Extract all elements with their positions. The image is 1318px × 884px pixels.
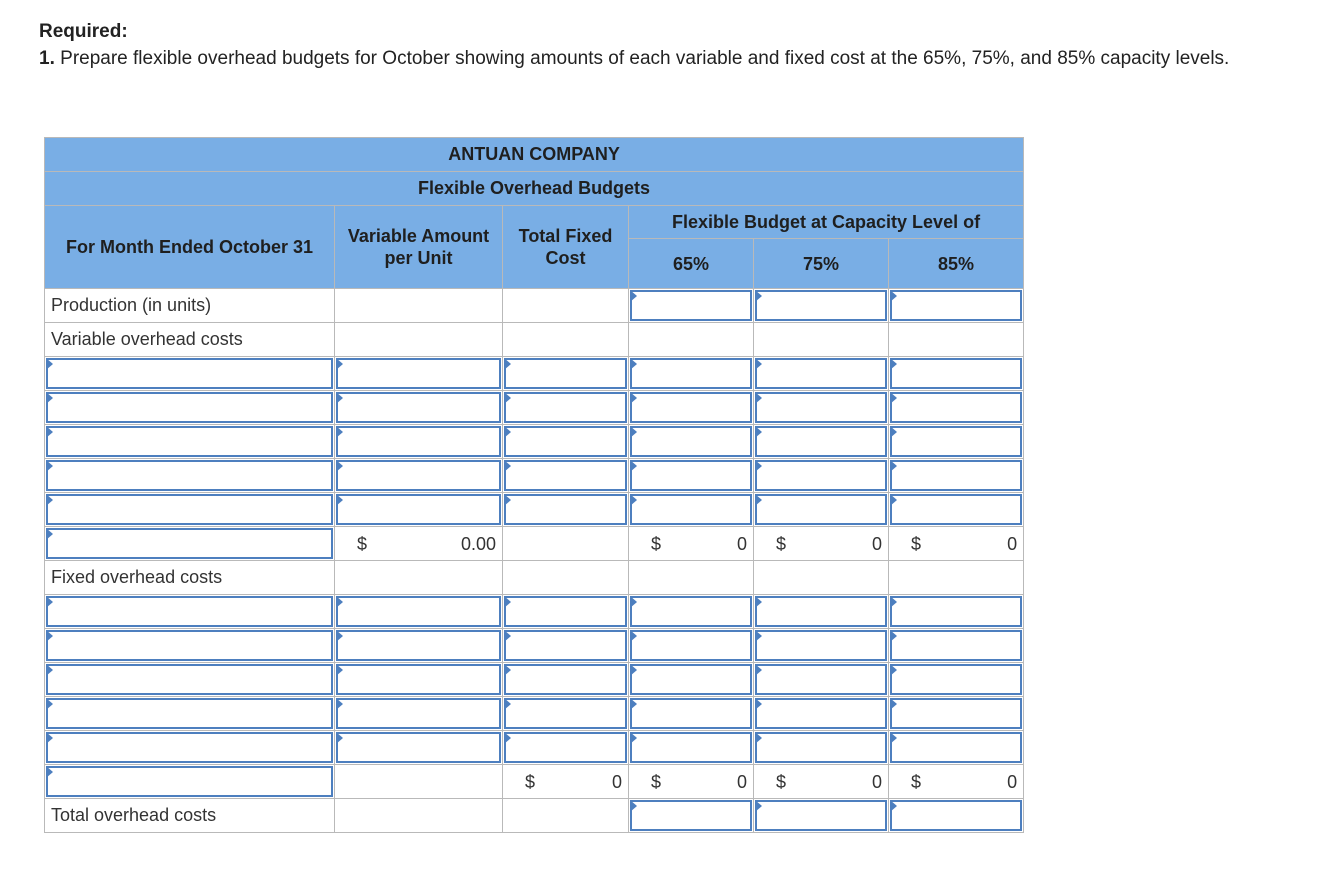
- empty-cell: [503, 561, 629, 595]
- required-heading: Required:: [39, 21, 128, 42]
- variable-cost-row: [45, 425, 1024, 459]
- capacity-65-header: 65%: [629, 239, 754, 289]
- fixed-cost-name-input[interactable]: [45, 629, 335, 663]
- variable-65-input[interactable]: [629, 357, 754, 391]
- variable-cost-row: [45, 459, 1024, 493]
- empty-cell: [889, 561, 1024, 595]
- variable-overhead-label: Variable overhead costs: [45, 323, 335, 357]
- step-number: 1.: [39, 48, 55, 69]
- total-overhead-label: Total overhead costs: [45, 799, 335, 833]
- variable-75-input[interactable]: [754, 391, 889, 425]
- fixed-65-input[interactable]: [629, 731, 754, 765]
- company-name: ANTUAN COMPANY: [45, 138, 1024, 172]
- fixed-85-input[interactable]: [889, 663, 1024, 697]
- variable-total-label-input[interactable]: [45, 527, 335, 561]
- empty-cell: [754, 323, 889, 357]
- fixed-total-input[interactable]: [503, 731, 629, 765]
- currency-symbol: $: [776, 772, 787, 792]
- fixed-per-unit-input[interactable]: [335, 697, 503, 731]
- fixed-total-row: [45, 765, 1024, 799]
- variable-65-input[interactable]: [629, 425, 754, 459]
- month-label: For Month Ended October 31: [45, 206, 335, 289]
- variable-per-unit-input[interactable]: [335, 425, 503, 459]
- currency-symbol: $: [525, 772, 536, 792]
- fixed-overhead-label: Fixed overhead costs: [45, 561, 335, 595]
- variable-cost-name-input[interactable]: [45, 357, 335, 391]
- total-value: 0: [736, 772, 747, 792]
- currency-symbol: $: [651, 772, 662, 792]
- variable-cost-row: [45, 391, 1024, 425]
- fixed-75-input[interactable]: [754, 697, 889, 731]
- total-value: 0: [1007, 534, 1018, 554]
- total-value: 0: [611, 772, 622, 792]
- variable-75-input[interactable]: [754, 425, 889, 459]
- empty-cell: [629, 323, 754, 357]
- empty-cell: [503, 323, 629, 357]
- fixed-total-input[interactable]: [503, 595, 629, 629]
- variable-fixed-input[interactable]: [503, 357, 629, 391]
- empty-cell: [754, 561, 889, 595]
- total-fixed-header: Total Fixed Cost: [503, 206, 629, 289]
- variable-per-unit-input[interactable]: [335, 357, 503, 391]
- variable-per-unit-input[interactable]: [335, 459, 503, 493]
- fixed-75-input[interactable]: [754, 663, 889, 697]
- variable-cost-row: [45, 493, 1024, 527]
- fixed-total-input[interactable]: [503, 629, 629, 663]
- fixed-total-input[interactable]: [503, 697, 629, 731]
- fixed-per-unit-input[interactable]: [335, 663, 503, 697]
- empty-cell: [335, 561, 503, 595]
- variable-65-input[interactable]: [629, 459, 754, 493]
- variable-fixed-input[interactable]: [503, 493, 629, 527]
- variable-85-input[interactable]: [889, 357, 1024, 391]
- variable-85-total: [889, 527, 1024, 561]
- fixed-cost-row: [45, 663, 1024, 697]
- variable-fixed-input[interactable]: [503, 425, 629, 459]
- variable-fixed-input[interactable]: [503, 391, 629, 425]
- fixed-75-total: [754, 765, 889, 799]
- empty-cell: [889, 323, 1024, 357]
- total-overhead-row: [45, 799, 1024, 833]
- variable-85-input[interactable]: [889, 391, 1024, 425]
- variable-overhead-heading-row: [45, 323, 1024, 357]
- fixed-cost-row: [45, 595, 1024, 629]
- fixed-per-unit-input[interactable]: [335, 595, 503, 629]
- variable-75-input[interactable]: [754, 357, 889, 391]
- variable-65-input[interactable]: [629, 391, 754, 425]
- empty-cell: [503, 289, 629, 323]
- fixed-cost-row: [45, 697, 1024, 731]
- empty-cell: [629, 561, 754, 595]
- total-65-input[interactable]: [629, 799, 754, 833]
- total-value: 0: [736, 534, 747, 554]
- total-value: 0: [1007, 772, 1018, 792]
- production-75-input[interactable]: [754, 289, 889, 323]
- fixed-overhead-heading-row: [45, 561, 1024, 595]
- fixed-85-input[interactable]: [889, 629, 1024, 663]
- variable-85-input[interactable]: [889, 459, 1024, 493]
- fixed-85-total: [889, 765, 1024, 799]
- fixed-65-input[interactable]: [629, 663, 754, 697]
- total-value: 0: [871, 772, 882, 792]
- empty-cell: [335, 289, 503, 323]
- currency-symbol: $: [911, 534, 922, 554]
- variable-85-input[interactable]: [889, 493, 1024, 527]
- fixed-cost-total: [503, 765, 629, 799]
- total-75-input[interactable]: [754, 799, 889, 833]
- production-65-input[interactable]: [629, 289, 754, 323]
- currency-symbol: $: [651, 534, 662, 554]
- variable-per-unit-total: [335, 527, 503, 561]
- fixed-65-total: [629, 765, 754, 799]
- variable-cost-row: [45, 357, 1024, 391]
- variable-85-input[interactable]: [889, 425, 1024, 459]
- fixed-65-input[interactable]: [629, 595, 754, 629]
- total-value: 0: [871, 534, 882, 554]
- fixed-cost-row: [45, 629, 1024, 663]
- variable-amount-header: Variable Amount per Unit: [335, 206, 503, 289]
- total-85-input[interactable]: [889, 799, 1024, 833]
- capacity-75-header: 75%: [754, 239, 889, 289]
- table-subtitle: Flexible Overhead Budgets: [45, 172, 1024, 206]
- variable-total-row: [45, 527, 1024, 561]
- production-85-input[interactable]: [889, 289, 1024, 323]
- fixed-cost-name-input[interactable]: [45, 697, 335, 731]
- fixed-cost-row: [45, 731, 1024, 765]
- fixed-85-input[interactable]: [889, 731, 1024, 765]
- fixed-cost-name-input[interactable]: [45, 663, 335, 697]
- variable-75-input[interactable]: [754, 493, 889, 527]
- variable-cost-name-input[interactable]: [45, 391, 335, 425]
- fixed-cost-name-input[interactable]: [45, 595, 335, 629]
- currency-symbol: $: [357, 534, 368, 554]
- production-label: Production (in units): [45, 289, 335, 323]
- capacity-85-header: 85%: [889, 239, 1024, 289]
- fixed-65-input[interactable]: [629, 629, 754, 663]
- variable-75-total: [754, 527, 889, 561]
- currency-symbol: $: [776, 534, 787, 554]
- fixed-per-unit-input[interactable]: [335, 629, 503, 663]
- instructions: [39, 18, 1309, 72]
- fixed-75-input[interactable]: [754, 731, 889, 765]
- empty-cell: [503, 799, 629, 833]
- capacity-level-header: Flexible Budget at Capacity Level of: [629, 206, 1024, 239]
- fixed-65-input[interactable]: [629, 697, 754, 731]
- fixed-85-input[interactable]: [889, 697, 1024, 731]
- empty-cell: [335, 765, 503, 799]
- fixed-total-label-input[interactable]: [45, 765, 335, 799]
- empty-cell: [503, 527, 629, 561]
- fixed-85-input[interactable]: [889, 595, 1024, 629]
- empty-cell: [335, 799, 503, 833]
- variable-65-total: [629, 527, 754, 561]
- fixed-per-unit-input[interactable]: [335, 731, 503, 765]
- fixed-75-input[interactable]: [754, 629, 889, 663]
- flexible-budget-table: [44, 137, 1024, 833]
- variable-cost-name-input[interactable]: [45, 459, 335, 493]
- fixed-cost-name-input[interactable]: [45, 731, 335, 765]
- variable-65-input[interactable]: [629, 493, 754, 527]
- variable-fixed-input[interactable]: [503, 459, 629, 493]
- fixed-75-input[interactable]: [754, 595, 889, 629]
- fixed-total-input[interactable]: [503, 663, 629, 697]
- empty-cell: [335, 323, 503, 357]
- variable-cost-name-input[interactable]: [45, 425, 335, 459]
- variable-per-unit-input[interactable]: [335, 493, 503, 527]
- total-value: 0.00: [460, 534, 496, 554]
- production-row: [45, 289, 1024, 323]
- currency-symbol: $: [911, 772, 922, 792]
- variable-cost-name-input[interactable]: [45, 493, 335, 527]
- variable-per-unit-input[interactable]: [335, 391, 503, 425]
- variable-75-input[interactable]: [754, 459, 889, 493]
- step-text: Prepare flexible overhead budgets for October showing amounts of each variable and fixed cost at the 65%, 75%, and 85% capacity levels.: [60, 48, 1230, 69]
